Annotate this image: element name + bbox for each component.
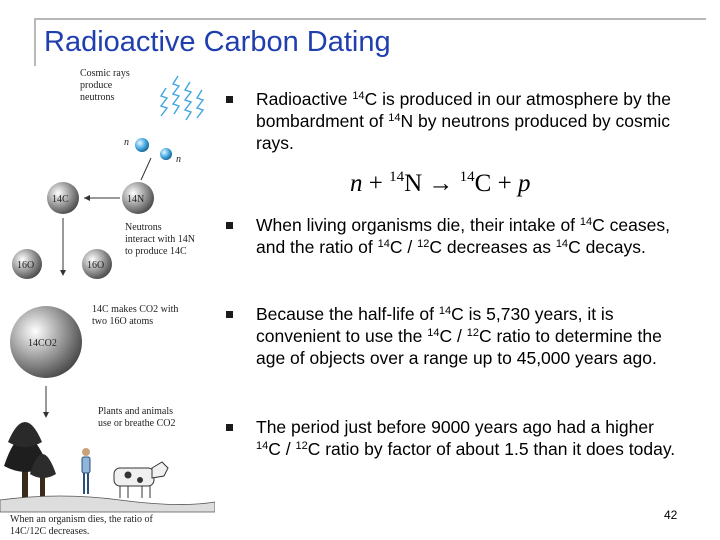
makes-co2-label-1: 14C makes CO2 with bbox=[92, 304, 179, 315]
title-frame-left-rule bbox=[34, 18, 36, 66]
neutrons-interact-label-1: Neutrons bbox=[125, 222, 162, 233]
neutrons-interact-label-2: interact with 14N bbox=[125, 234, 195, 245]
neutron-ball bbox=[135, 138, 149, 152]
title-frame-top-rule bbox=[34, 18, 706, 20]
cow-illustration bbox=[114, 462, 168, 498]
bullet-text-1: Radioactive $^{14}$C is produced in our atmosphere by the bombardment of $^{14}$N by neutrons produced by cosmic rays. bbox=[256, 89, 671, 153]
organism-dies-label-1: When an organism dies, the ratio of bbox=[10, 514, 153, 525]
carbon-14-label: 14C bbox=[52, 194, 69, 205]
bullet-marker bbox=[226, 424, 233, 431]
tree-illustration bbox=[4, 422, 56, 502]
ground bbox=[0, 496, 215, 512]
oxygen-16-label: 16O bbox=[87, 260, 105, 271]
makes-co2-label-2: two 16O atoms bbox=[92, 316, 154, 327]
arrowhead bbox=[43, 412, 49, 418]
nuclear-reaction-equation: n + $^{14}$N → $^{14}$C + p bbox=[350, 169, 531, 197]
neutrons-interact-label-3: to produce 14C bbox=[125, 246, 187, 257]
carbon-cycle-illustration bbox=[0, 62, 215, 540]
bullet-marker bbox=[226, 222, 233, 229]
arrowhead bbox=[60, 270, 66, 276]
neutron-label: n bbox=[124, 137, 129, 148]
cosmic-ray-squiggles bbox=[161, 76, 203, 120]
arrowhead bbox=[84, 195, 90, 201]
bullet-marker bbox=[226, 311, 233, 318]
neutron-ball bbox=[160, 148, 172, 160]
nitrogen-14-label: 14N bbox=[127, 194, 145, 205]
neutron-arrow bbox=[141, 158, 151, 180]
plants-animals-label-1: Plants and animals bbox=[98, 406, 173, 417]
neutron-label: n bbox=[176, 154, 181, 165]
bullet-text-3: Because the half-life of $^{14}$C is 5,730 years, it is convenient to use the $^{14}$C / $^{12}$C ratio to determine the age of objects over a range up to 45,000 years ago. bbox=[256, 304, 662, 368]
carbon-dioxide-label: 14CO2 bbox=[28, 338, 57, 349]
bullet-marker bbox=[226, 96, 233, 103]
cosmic-rays-label-1: Cosmic rays bbox=[80, 68, 130, 79]
organism-dies-label-2: 14C/12C decreases. bbox=[10, 526, 90, 537]
slide-title: Radioactive Carbon Dating bbox=[44, 26, 391, 58]
cosmic-rays-label-3: neutrons bbox=[80, 92, 115, 103]
bullet-text-2: When living organisms die, their intake of $^{14}$C ceases, and the ratio of $^{14}$C / $^{12}$C decreases as $^{14}$C decays. bbox=[256, 215, 670, 257]
bullet-text-4: The period just before 9000 years ago had a higher $^{14}$C / $^{12}$C ratio by factor of about 1.5 than it does today. bbox=[256, 417, 676, 459]
cosmic-rays-label-2: produce bbox=[80, 80, 113, 91]
page-number: 42 bbox=[664, 508, 678, 522]
plants-animals-label-2: use or breathe CO2 bbox=[98, 418, 176, 429]
person-illustration bbox=[82, 448, 90, 494]
oxygen-16-label: 16O bbox=[17, 260, 35, 271]
